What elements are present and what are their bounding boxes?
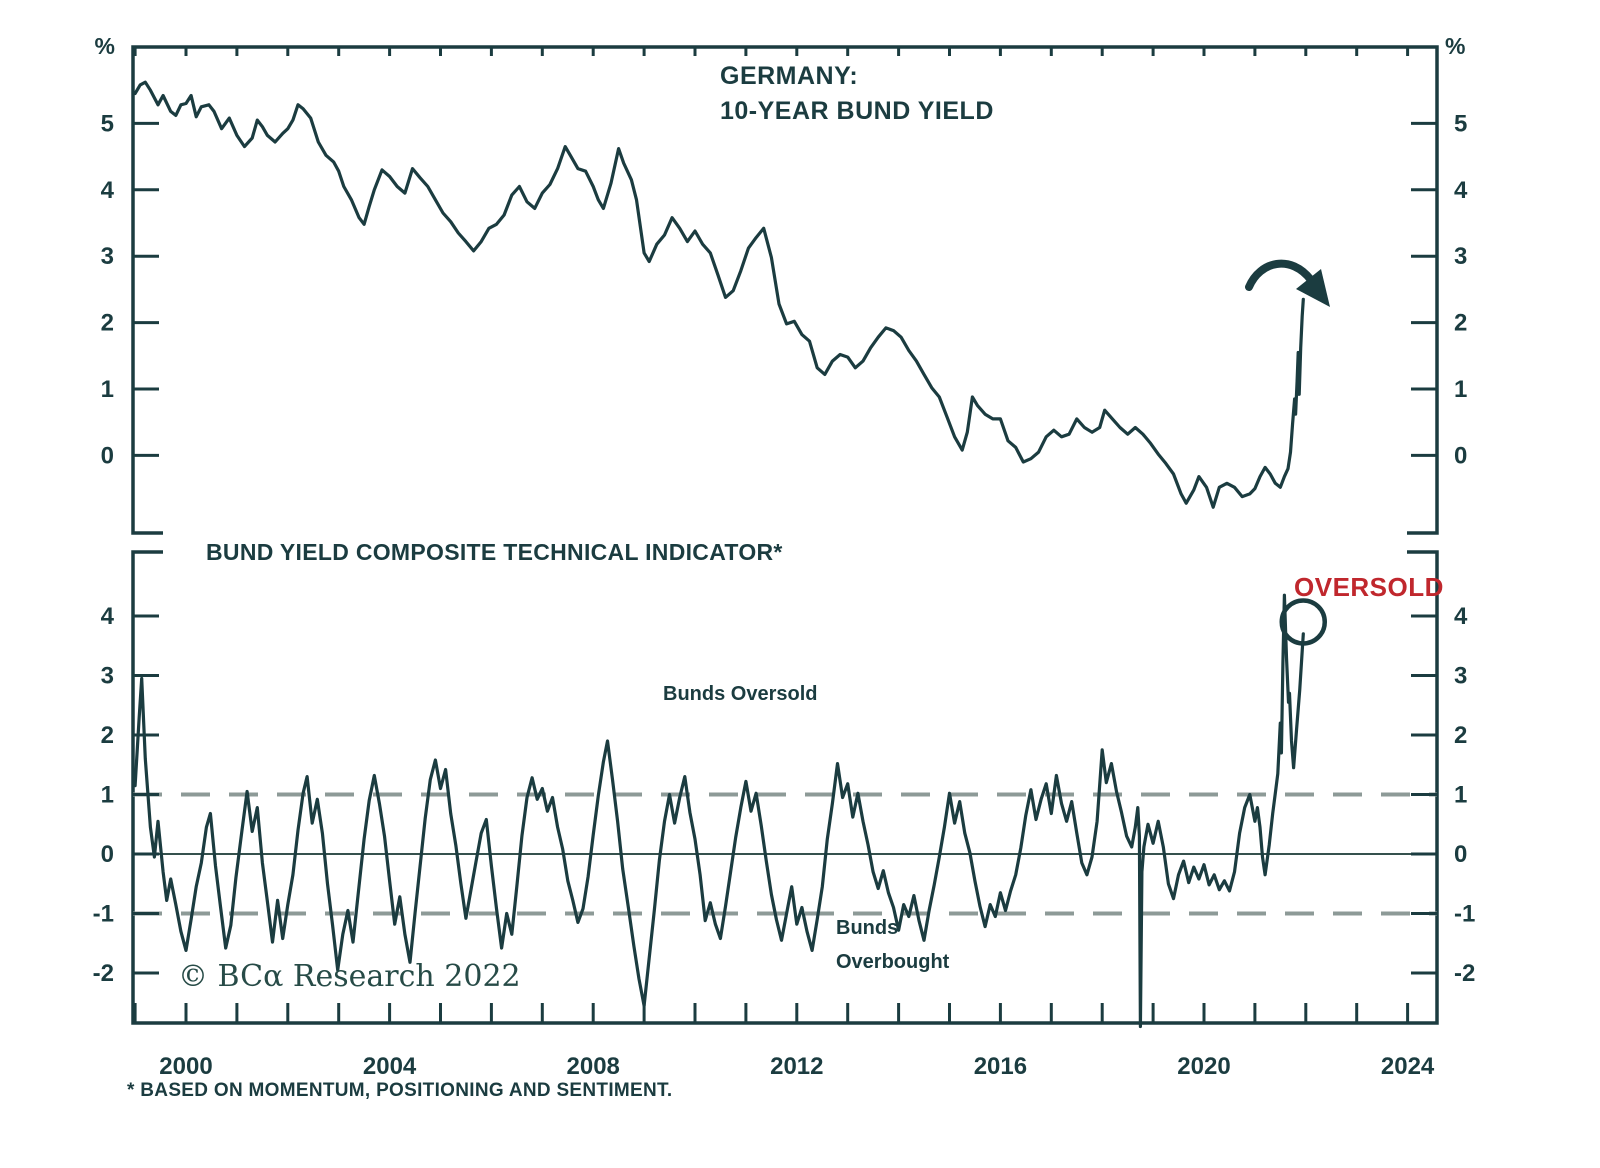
x-axis-label: 2020 <box>1177 1053 1231 1080</box>
y-axis-label: 1 <box>100 376 114 403</box>
x-axis-label: 2004 <box>362 1053 417 1080</box>
copyright-text: © BCα Research 2022 <box>178 959 521 994</box>
x-axis-label: 2012 <box>770 1053 824 1080</box>
top-panel <box>95 33 1468 533</box>
y-axis-label: 0 <box>1454 442 1468 470</box>
y-axis-label: 3 <box>1454 243 1468 271</box>
x-axis-year-labels <box>159 1053 1435 1080</box>
x-axis-label: 2024 <box>1380 1053 1435 1080</box>
bottom-axis-year-ticks <box>135 1003 1408 1023</box>
x-axis-label: 2008 <box>566 1053 620 1080</box>
top-panel-value-labels <box>101 110 1468 469</box>
bottom-panel-frame <box>133 552 1437 1023</box>
y-axis-label: -1 <box>1454 900 1476 928</box>
footnote-text: * BASED ON MOMENTUM, POSITIONING AND SENTIMENT. <box>127 1080 673 1101</box>
y-axis-label: 2 <box>1454 309 1468 337</box>
x-axis-label: 2016 <box>973 1053 1028 1080</box>
y-axis-label: 3 <box>100 243 114 271</box>
oversold-annotation: OVERSOLD <box>1294 572 1444 602</box>
y-axis-label: 4 <box>1454 176 1468 204</box>
percent-label-left: % <box>94 33 115 59</box>
bund-yield-series-line <box>135 82 1303 507</box>
top-panel-title-line2: 10-YEAR BUND YIELD <box>720 97 994 125</box>
y-axis-label: 3 <box>1454 662 1468 690</box>
bunds-overbought-label-line2: Overbought <box>836 951 950 973</box>
y-axis-label: 1 <box>100 781 114 809</box>
y-axis-label: 5 <box>100 110 114 138</box>
curved-down-right-arrow-icon <box>1249 264 1330 307</box>
y-axis-label: 0 <box>100 841 114 868</box>
y-axis-label: 1 <box>1454 781 1468 809</box>
y-axis-label: -2 <box>92 960 114 987</box>
y-axis-label: 0 <box>100 442 114 470</box>
y-axis-label: 5 <box>1454 110 1468 138</box>
bunds-overbought-label-line1: Bunds <box>836 917 899 939</box>
y-axis-label: 3 <box>100 662 114 690</box>
x-axis-label: 2000 <box>159 1053 213 1080</box>
y-axis-label: 2 <box>100 309 114 337</box>
y-axis-label: 4 <box>1454 603 1468 630</box>
y-axis-label: 4 <box>100 603 114 630</box>
bunds-oversold-label: Bunds Oversold <box>663 683 818 705</box>
bottom-panel-title: BUND YIELD COMPOSITE TECHNICAL INDICATOR* <box>206 539 783 565</box>
bottom-panel <box>93 539 1476 1080</box>
top-panel-title-line1: GERMANY: <box>720 62 859 90</box>
y-axis-label: 2 <box>1454 722 1468 749</box>
y-axis-label: 4 <box>100 176 114 204</box>
y-axis-label: 0 <box>1454 841 1468 868</box>
y-axis-label: 1 <box>1454 376 1468 403</box>
y-axis-label: -1 <box>92 900 114 928</box>
y-axis-label: 2 <box>100 722 114 749</box>
y-axis-label: -2 <box>1454 960 1476 987</box>
percent-label-right: % <box>1445 33 1466 59</box>
top-panel-value-ticks <box>133 123 1437 455</box>
